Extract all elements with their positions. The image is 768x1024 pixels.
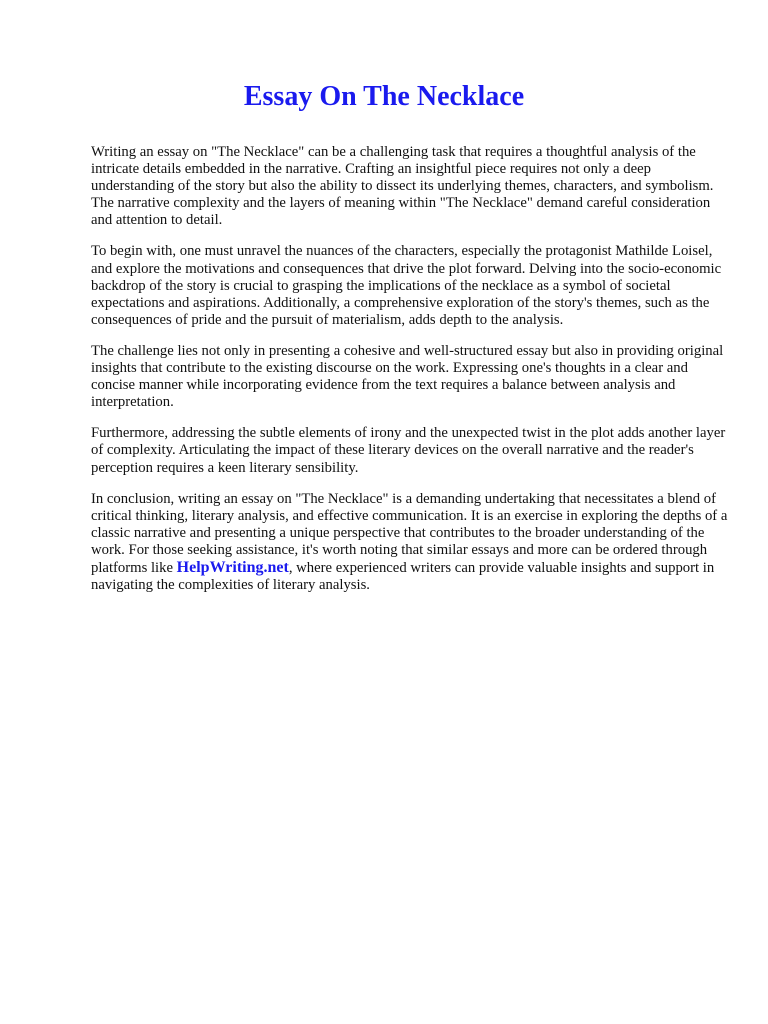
paragraph-intro: Writing an essay on "The Necklace" can be a challenging task that requires a thoughtful analysis of the intricate details embedded in the narrative. Crafting an insightful piece requires not only a deep understanding of the story but also the ability to dissect its underlying themes, characters, and symbolism. The narrative complexity and the layers of meaning within "The Necklace" demand careful consideration and attention to detail.	[91, 144, 714, 229]
helpwriting-link[interactable]: HelpWriting.net	[176, 558, 289, 576]
conclusion-text-before-link: In conclusion, writing an essay on "The Necklace" is a demanding undertaking that necessitates a blend of critical thinking, literary analysis, and effective communication. It is an exercise in exploring the depths of a classic narrative and presenting a unique perspective that contributes to the broader understanding of the work. For those seeking assistance, it's worth noting that similar essays and more can be ordered through platforms like	[91, 490, 728, 576]
essay-body	[91, 144, 731, 608]
paragraph-conclusion	[91, 491, 731, 595]
paragraph-irony: Furthermore, addressing the subtle elements of irony and the unexpected twist in the plot adds another layer of complexity. Articulating the impact of these literary devices on the overall narrative and the reader's perception requires a keen literary sensibility.	[91, 425, 726, 476]
paragraph-characters: To begin with, one must unravel the nuances of the characters, especially the protagonist Mathilde Loisel, and explore the motivations and consequences that drive the plot forward. Delving into the socio-economic backdrop of the story is crucial to grasping the implications of the necklace as a symbol of societal expectations and aspirations. Additionally, a comprehensive exploration of the story's themes, such as the consequences of pride and the pursuit of materialism, adds depth to the analysis.	[91, 243, 722, 328]
conclusion-text-after-link: , where experienced writers can provide valuable insights and support in navigating the complexities of literary analysis.	[91, 559, 715, 594]
paragraph-challenge: The challenge lies not only in presenting a cohesive and well-structured essay but also in providing original insights that contribute to the existing discourse on the work. Expressing one's thoughts in a clear and concise manner while incorporating evidence from the text requires a balance between analysis and interpretation.	[91, 342, 724, 411]
page-title: Essay On The Necklace	[243, 81, 525, 112]
